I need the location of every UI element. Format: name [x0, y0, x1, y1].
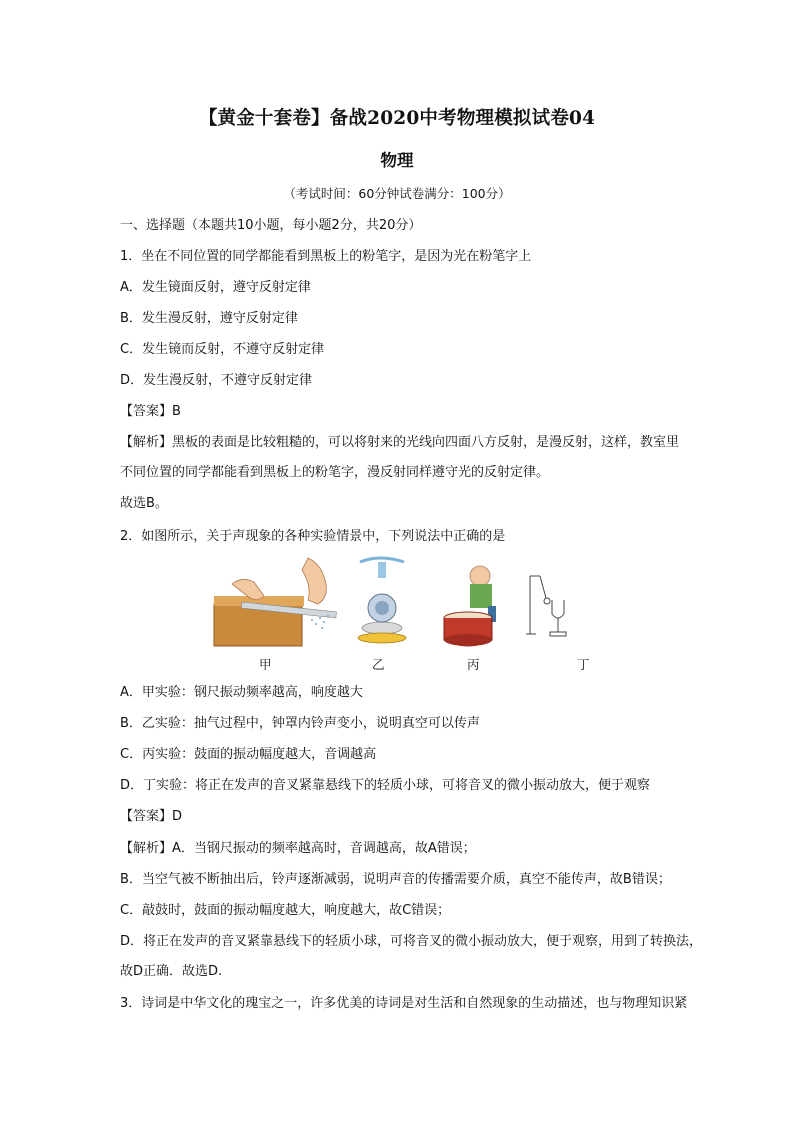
bell-jar-experiment-image — [358, 558, 406, 643]
question-2-option-b: B．乙实验：抽气过程中，钟罩内铃声变小，说明真空可以传声 — [120, 716, 480, 731]
question-2-analysis-line-4: D．将正在发声的音叉紧靠悬线下的轻质小球，可将音叉的微小振动放大，便于观察，用到了转换法， — [120, 934, 703, 949]
question-2-analysis-line-1: 【解析】A．当钢尺振动的频率越高时，音调越高，故A错误； — [120, 841, 476, 856]
question-2-answer: 【答案】D — [120, 809, 183, 824]
question-2-analysis-line-5: 故D正确．故选D. — [120, 964, 223, 979]
section-heading: 一、选择题（本题共10小题，每小题2分，共20分） — [120, 218, 422, 233]
figure-label-yi: 乙 — [372, 657, 385, 672]
question-2-option-a: A．甲实验：钢尺振动频率越高，响度越大 — [120, 685, 363, 700]
question-3-stem: 3．诗词是中华文化的瑰宝之一，许多优美的诗词是对生活和自然现象的生动描述，也与物理知识紧 — [120, 996, 688, 1011]
ruler-experiment-image — [214, 558, 336, 646]
question-2-option-d: D．丁实验：将正在发声的音叉紧靠悬线下的轻质小球，可将音叉的微小振动放大，便于观察 — [120, 778, 651, 793]
question-2-analysis-line-3: C．敲鼓时，鼓面的振动幅度越大，响度越大，故C错误； — [120, 903, 451, 918]
question-1-option-b: B．发生漫反射，遵守反射定律 — [120, 311, 298, 326]
figure-label-jia: 甲 — [259, 657, 272, 672]
figure-label-bing: 丙 — [467, 657, 480, 672]
question-2-option-c: C．丙实验：鼓面的振动幅度越大，音调越高 — [120, 747, 377, 762]
question-1-answer: 【答案】B — [120, 404, 181, 419]
subject-title: 物理 — [380, 151, 414, 170]
question-1-option-c: C．发生镜而反射，不遵守反射定律 — [120, 342, 325, 357]
exam-info: （考试时间：60分钟试卷满分：100分） — [283, 186, 511, 201]
question-1-conclusion: 故选B。 — [120, 496, 168, 511]
question-2-stem: 2．如图所示，关于声现象的各种实验情景中，下列说法中正确的是 — [120, 529, 506, 544]
question-1-analysis-line-2: 不同位置的同学都能看到黑板上的粉笔字，漫反射同样遵守光的反射定律。 — [120, 465, 550, 480]
figure-label-ding: 丁 — [577, 657, 590, 672]
question-1-option-a: A．发生镜面反射，遵守反射定律 — [120, 280, 311, 295]
question-1-analysis-line-1: 【解析】黑板的表面是比较粗糙的，可以将射来的光线向四面八方反射，是漫反射，这样，教室里 — [120, 435, 680, 450]
question-2-analysis-line-2: B．当空气被不断抽出后，铃声逐渐减弱，说明声音的传播需要介质，真空不能传声，故B错误； — [120, 872, 671, 887]
tuning-fork-experiment-image — [526, 576, 566, 636]
question-1-stem: 1．坐在不同位置的同学都能看到黑板上的粉笔字，是因为光在粉笔字上 — [120, 249, 532, 264]
question-1-option-d: D．发生漫反射，不遵守反射定律 — [120, 373, 313, 388]
drum-experiment-image — [444, 566, 496, 646]
paper-title: 【黄金十套卷】备战2020中考物理模拟试卷04 — [198, 108, 596, 129]
